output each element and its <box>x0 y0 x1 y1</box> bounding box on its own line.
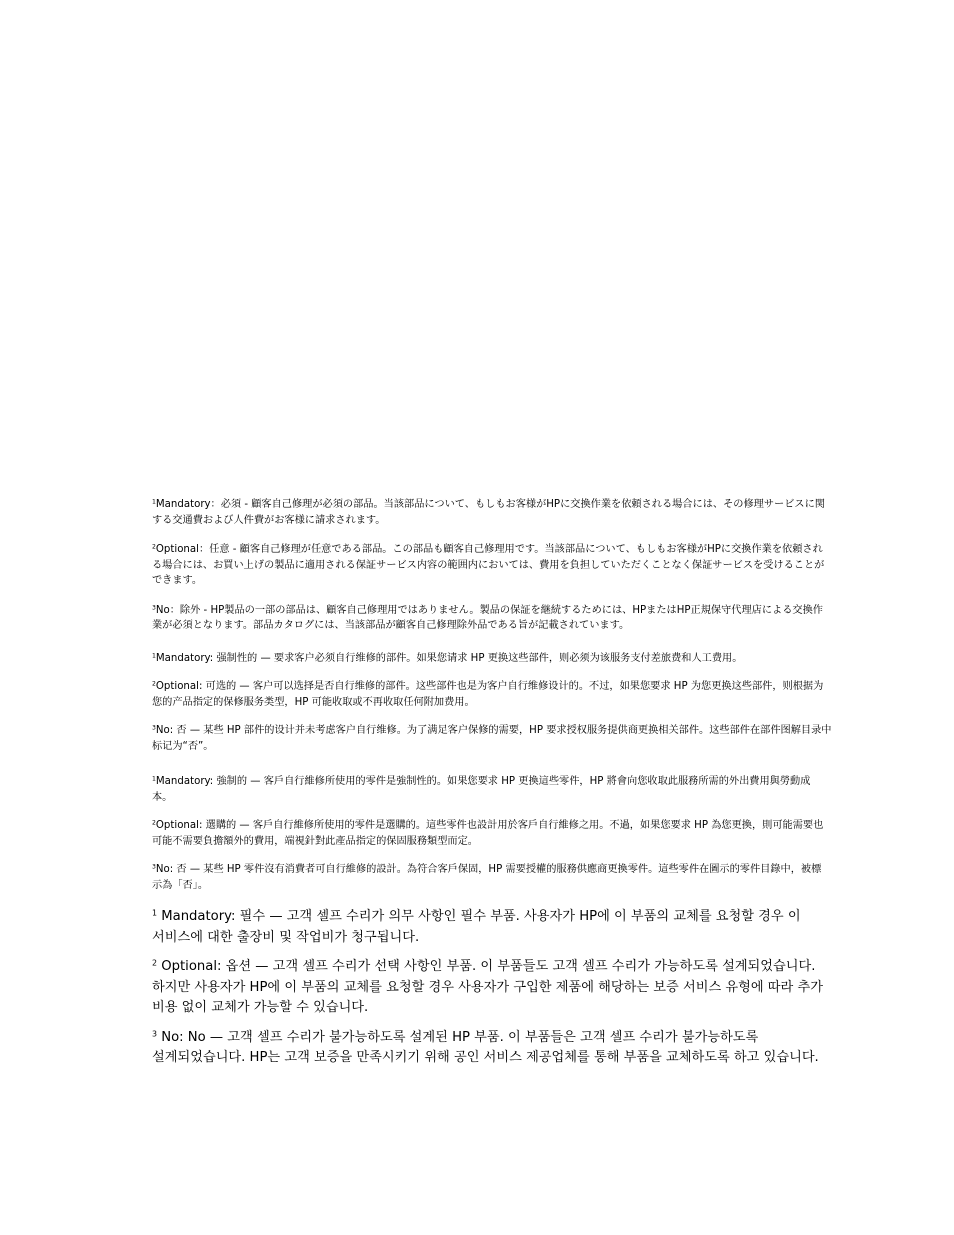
footnote-no <box>152 1028 842 1069</box>
footnotes-simplified-chinese <box>152 651 832 755</box>
footnote-text: Optional: 選購的 — 客戶自行維修所使用的零件是選購的。這些零件也設計用於客戶自行維修之用。不過，如果您要求 HP 為您更換，則可能需要也可能不需要負擔額外的費用，端視針對此產品指定的保固服務類型而定。 <box>152 820 824 847</box>
footnotes-korean <box>152 907 842 1069</box>
footnote-no <box>152 603 832 634</box>
footnote-text: Mandatory: 强制性的 — 要求客户必须自行维修的部件。如果您请求 HP 更换这些部件，则必须为该服务支付差旅费和人工费用。 <box>155 653 743 664</box>
footnote-marker: 2 <box>152 543 156 551</box>
footnote-optional <box>152 679 832 711</box>
footnote-optional <box>152 957 842 1019</box>
footnote-text: Mandatory：必須 - 顧客自己修理が必須の部品。当該部品について、もしもお客様がHPに交換作業を依頼される場合には、その修理サービスに関する交通費および人件費がお客様に請求されます。 <box>152 499 825 526</box>
footnote-text: No: 否 — 某些 HP 零件沒有消費者可自行維修的設計。為符合客戶保固，HP 需要授權的服務供應商更換零件。這些零件在圖示的零件目錄中，被標示為「否」。 <box>152 864 822 891</box>
footnote-mandatory <box>152 497 832 528</box>
footnote-marker: 3 <box>152 604 156 612</box>
footnote-no <box>152 862 828 894</box>
footnote-optional <box>152 818 828 850</box>
footnote-marker: 1 <box>152 775 156 783</box>
footnote-marker: 2 <box>152 819 156 827</box>
footnote-mandatory <box>152 774 828 806</box>
footnote-marker: 2 <box>152 680 156 688</box>
footnote-text: Optional：任意 - 顧客自己修理が任意である部品。この部品も顧客自己修理用です。当該部品について、もしもお客様がHPに交換作業を依頼される場合には、お買い上げの製品に適用される保証サービス内容の範囲内においては、費用を負担していただくことなく保証サービスを受けることができます。 <box>152 544 825 586</box>
footnote-text: No: 否 — 某些 HP 部件的设计并未考虑客户自行维修。为了满足客户保修的需要，HP 要求授权服务提供商更换相关部件。这些部件在部件图解目录中标记为“否”。 <box>152 725 832 752</box>
footnote-text: Optional: 可选的 — 客户可以选择是否自行维修的部件。这些部件也是为客户自行维修设计的。不过，如果您要求 HP 为您更换这些部件，则根据为您的产品指定的保修服务类型，HP 可能收取或不再收取任何附加费用。 <box>152 681 824 708</box>
footnote-marker: 3 <box>152 1029 158 1039</box>
footnote-text: Optional: 옵션 — 고객 셀프 수리가 선택 사항인 부품. 이 부품들도 고객 셀프 수리가 가능하도록 설계되었습니다. 하지만 사용자가 HP에 이 부품의 교체를 요청할 경우 사용자가 구입한 제품에 해당하는 보증 서비스 유형에 따라 추가 비용 없이 교체가 가능할 수 있습니다. <box>152 959 823 1015</box>
footnote-marker: 3 <box>152 863 156 871</box>
footnote-mandatory <box>152 651 832 667</box>
footnote-optional <box>152 542 832 589</box>
footnote-marker: 1 <box>152 652 156 660</box>
footnote-text: No：除外 - HP製品の一部の部品は、顧客自己修理用ではありません。製品の保証を継続するためには、HPまたはHP正規保守代理店による交換作業が必須となります。部品カタログには、当該部品が顧客自己修理除外品である旨が記載されています。 <box>152 604 823 631</box>
footnote-text: No: No — 고객 셀프 수리가 불가능하도록 설계된 HP 부품. 이 부품들은 고객 셀프 수리가 불가능하도록 설계되었습니다. HP는 고객 보증을 만족시키기 위해 공인 서비스 제공업체를 통해 부품을 교체하도록 하고 있습니다. <box>152 1029 819 1065</box>
footnotes-traditional-chinese <box>152 774 828 894</box>
footnote-no <box>152 723 832 755</box>
footnote-marker: 2 <box>152 958 158 968</box>
footnote-text: Mandatory: 強制的 — 客戶自行維修所使用的零件是強制性的。如果您要求 HP 更換這些零件，HP 將會向您收取此服務所需的外出費用與勞動成本。 <box>152 776 811 803</box>
footnotes-japanese <box>152 497 832 634</box>
footnote-marker: 3 <box>152 724 156 732</box>
footnote-mandatory <box>152 907 842 948</box>
footnote-marker: 1 <box>152 908 158 918</box>
footnote-text: Mandatory: 필수 — 고객 셀프 수리가 의무 사항인 필수 부품. 사용자가 HP에 이 부품의 교체를 요청할 경우 이 서비스에 대한 출장비 및 작업비가 청구됩니다. <box>152 909 801 945</box>
footnote-marker: 1 <box>152 498 156 506</box>
